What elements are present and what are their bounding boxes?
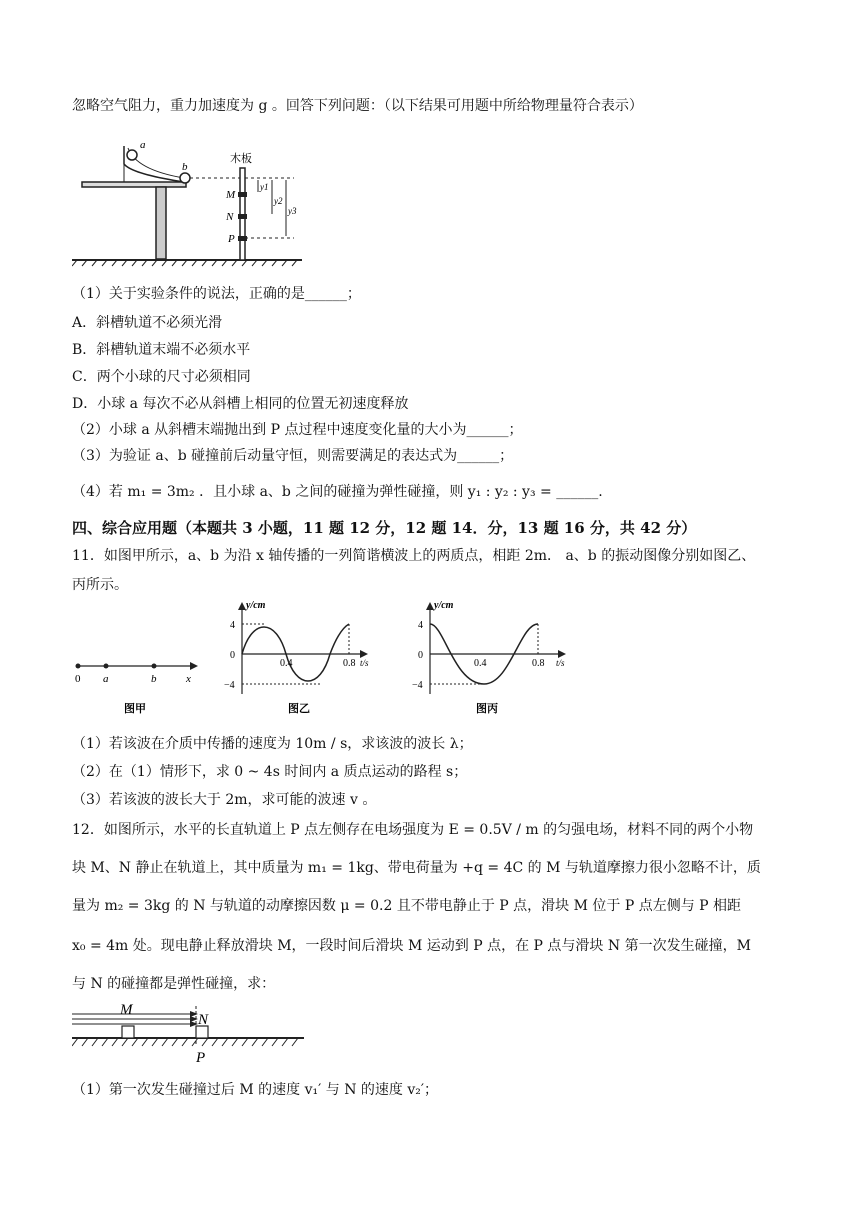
- q10-sub2: （2）小球 a 从斜槽末端抛出到 P 点过程中速度变化量的大小为______；: [72, 422, 523, 438]
- q10-sub3: （3）为验证 a、b 碰撞前后动量守恒，则需要满足的表达式为______；: [72, 448, 514, 464]
- q11-sub2: （2）在（1）情形下，求 0 ~ 4s 时间内 a 质点运动的路程 s；: [72, 764, 468, 780]
- figure-yi: [222, 598, 372, 718]
- y3-label: y3: [288, 206, 297, 216]
- q12-sub1: （1）第一次发生碰撞过后 M 的速度 v₁′ 与 N 的速度 v₂′；: [72, 1082, 439, 1098]
- q12-line4: x₀ = 4m 处。现电静止释放滑块 M，一段时间后滑块 M 运动到 P 点，在 P 点与滑块 N 第一次发生碰撞，M: [72, 938, 751, 954]
- yi-xtick-2: 0.8: [343, 658, 356, 669]
- q12-line1: 12．如图所示，水平的长直轨道上 P 点左侧存在电场强度为 E = 0.5V / m 的匀强电场，材料不同的两个小物: [72, 822, 754, 838]
- jia-b-label: b: [151, 673, 157, 685]
- q10-option-d: D．小球 a 每次不必从斜槽上相同的位置无初速度释放: [72, 396, 409, 412]
- q11-sub1: （1）若该波在介质中传播的速度为 10m / s，求该波的波长 λ；: [72, 736, 473, 752]
- q12-line5: 与 N 的碰撞都是弹性碰撞，求：: [72, 976, 276, 992]
- jia-x-label: x: [186, 673, 191, 685]
- q11-line1: 11．如图甲所示，a、b 为沿 x 轴传播的一列简谐横波上的两质点，相距 2m． a、b 的振动图像分别如图乙、: [72, 548, 756, 564]
- intro-text: 忽略空气阻力，重力加速度为 g 。回答下列问题：（以下结果可用题中所给物理量符合表示）: [72, 98, 643, 114]
- yi-ylabel: y/cm: [246, 600, 266, 611]
- y1-label: y1: [260, 182, 269, 192]
- apparatus-figure: [72, 134, 332, 274]
- bing-ytick-bottom: −4: [412, 680, 423, 691]
- track-n-label: N: [198, 1012, 209, 1028]
- q12-line3: 量为 m₂ = 3kg 的 N 与轨道的动摩擦因数 μ = 0.2 且不带电静止于 P 点，滑块 M 位于 P 点左侧与 P 相距: [72, 898, 742, 914]
- bing-ylabel: y/cm: [434, 600, 454, 611]
- ball-b-label: b: [182, 161, 188, 173]
- yi-xtick-1: 0.4: [280, 658, 293, 669]
- q10-option-c: C．两个小球的尺寸必须相同: [72, 369, 251, 385]
- bing-xlabel: t/s: [556, 658, 565, 668]
- ball-a-label: a: [140, 139, 146, 151]
- bing-xtick-1: 0.4: [474, 658, 487, 669]
- yi-ytick-bottom: −4: [224, 680, 235, 691]
- q11-sub3: （3）若该波的波长大于 2m，求可能的波速 v 。: [72, 792, 377, 808]
- yi-ytick-top: 4: [230, 620, 235, 631]
- q12-line2: 块 M、N 静止在轨道上，其中质量为 m₁ = 1kg、带电荷量为 +q = 4C 的 M 与轨道摩擦力很小忽略不计，质: [72, 860, 761, 876]
- point-m-label: M: [226, 189, 236, 201]
- track-p-label: P: [196, 1050, 206, 1066]
- section-4-heading: 四、综合应用题（本题共 3 小题，11 题 12 分，12 题 14．分，13 题 16 分，共 42 分）: [72, 519, 697, 537]
- jia-caption: 图甲: [124, 703, 146, 715]
- bing-xtick-2: 0.8: [532, 658, 545, 669]
- q10-sub1: （1）关于实验条件的说法，正确的是______；: [72, 286, 361, 302]
- point-n-label: N: [226, 211, 234, 223]
- bing-ytick-top: 4: [418, 620, 423, 631]
- point-p-label: P: [228, 233, 235, 245]
- track-m-label: M: [120, 1002, 133, 1018]
- bing-ytick-zero: 0: [418, 650, 423, 661]
- jia-origin-label: 0: [75, 673, 81, 685]
- y2-label: y2: [274, 196, 283, 206]
- figure-bing: [410, 598, 580, 718]
- q10-option-a: A．斜槽轨道不必须光滑: [72, 315, 223, 331]
- track-figure: [72, 1002, 312, 1066]
- yi-xlabel: t/s: [360, 658, 369, 668]
- q11-line2: 丙所示。: [72, 577, 128, 593]
- yi-ytick-zero: 0: [230, 650, 235, 661]
- jia-a-label: a: [103, 673, 109, 685]
- q10-sub4: （4）若 m₁ = 3m₂ ．且小球 a、b 之间的碰撞为弹性碰撞，则 y₁ : y₂ : y₃ = ______.: [72, 484, 603, 500]
- q10-option-b: B．斜槽轨道末端不必须水平: [72, 342, 251, 358]
- board-label: 木板: [230, 153, 252, 165]
- bing-caption: 图丙: [476, 703, 498, 715]
- yi-caption: 图乙: [288, 703, 310, 715]
- figure-jia: [72, 640, 202, 720]
